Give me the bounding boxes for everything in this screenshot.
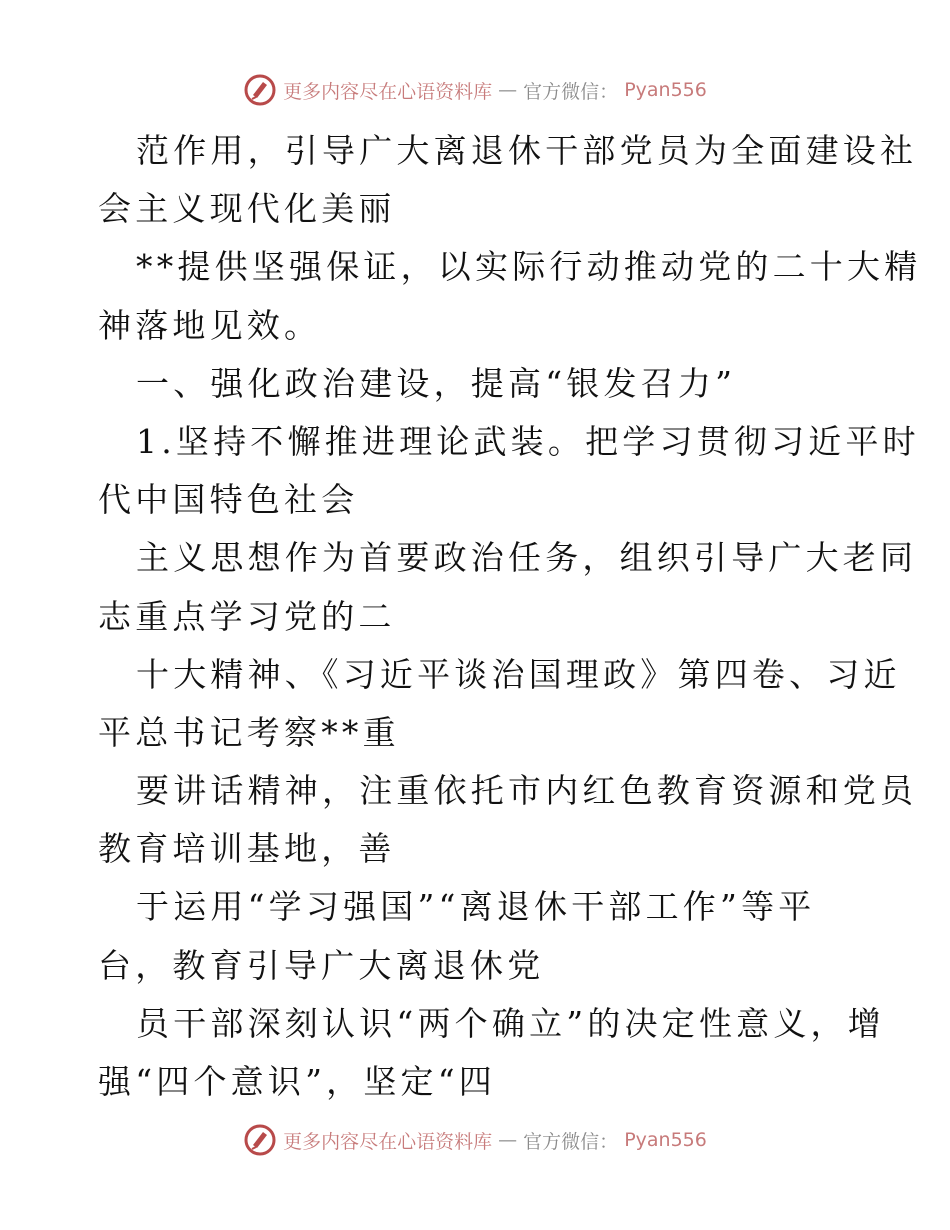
watermark-separator: — [498,79,518,101]
body-line: 台，教育引导广大离退休党 [98,945,545,985]
body-line: 志重点学习党的二 [98,596,396,636]
body-line: 员干部深刻认识“两个确立”的决定性意义，增 [136,1003,885,1043]
seal-logo-icon [243,1123,277,1157]
watermark-label: 官方微信： [523,80,619,103]
section-heading: 一、强化政治建设，提高“银发召力” [136,363,737,403]
footer-watermark [0,1120,950,1160]
body-line: 于运用“学习强国”“离退休干部工作”等平 [136,887,816,927]
document-body [98,122,922,1111]
header-watermark [0,70,950,110]
body-line: 范作用，引导广大离退休干部党员为全面建设社 [136,131,918,170]
body-line: 1.坚持不懈推进理论武装。把学习贯彻习近平时 [136,421,920,461]
body-line: 会主义现代化美丽 [98,189,396,229]
seal-logo-icon [243,73,277,107]
watermark-text: 更多内容尽在心语资料库 [283,80,493,103]
body-line: 要讲话精神，注重依托市内红色教育资源和党员 [136,771,918,811]
watermark-separator: — [498,1129,518,1151]
body-line: 强“四个意识”，坚定“四 [98,1062,497,1101]
body-line: 平总书记考察**重 [98,712,400,752]
watermark-account: Pyan556 [624,79,707,101]
watermark-account: Pyan556 [624,1129,707,1151]
watermark-label: 官方微信： [523,1130,619,1153]
watermark-text: 更多内容尽在心语资料库 [283,1130,493,1153]
body-line: 主义思想作为首要政治任务，组织引导广大老同 [136,538,918,578]
body-line: 神落地见效。 [98,305,322,345]
body-line: 十大精神、《习近平谈治国理政》第四卷、习近 [136,654,901,694]
body-line: 代中国特色社会 [98,480,359,520]
body-line: 教育培训基地，善 [98,829,396,869]
body-line: **提供坚强保证，以实际行动推动党的二十大精 [136,247,922,287]
